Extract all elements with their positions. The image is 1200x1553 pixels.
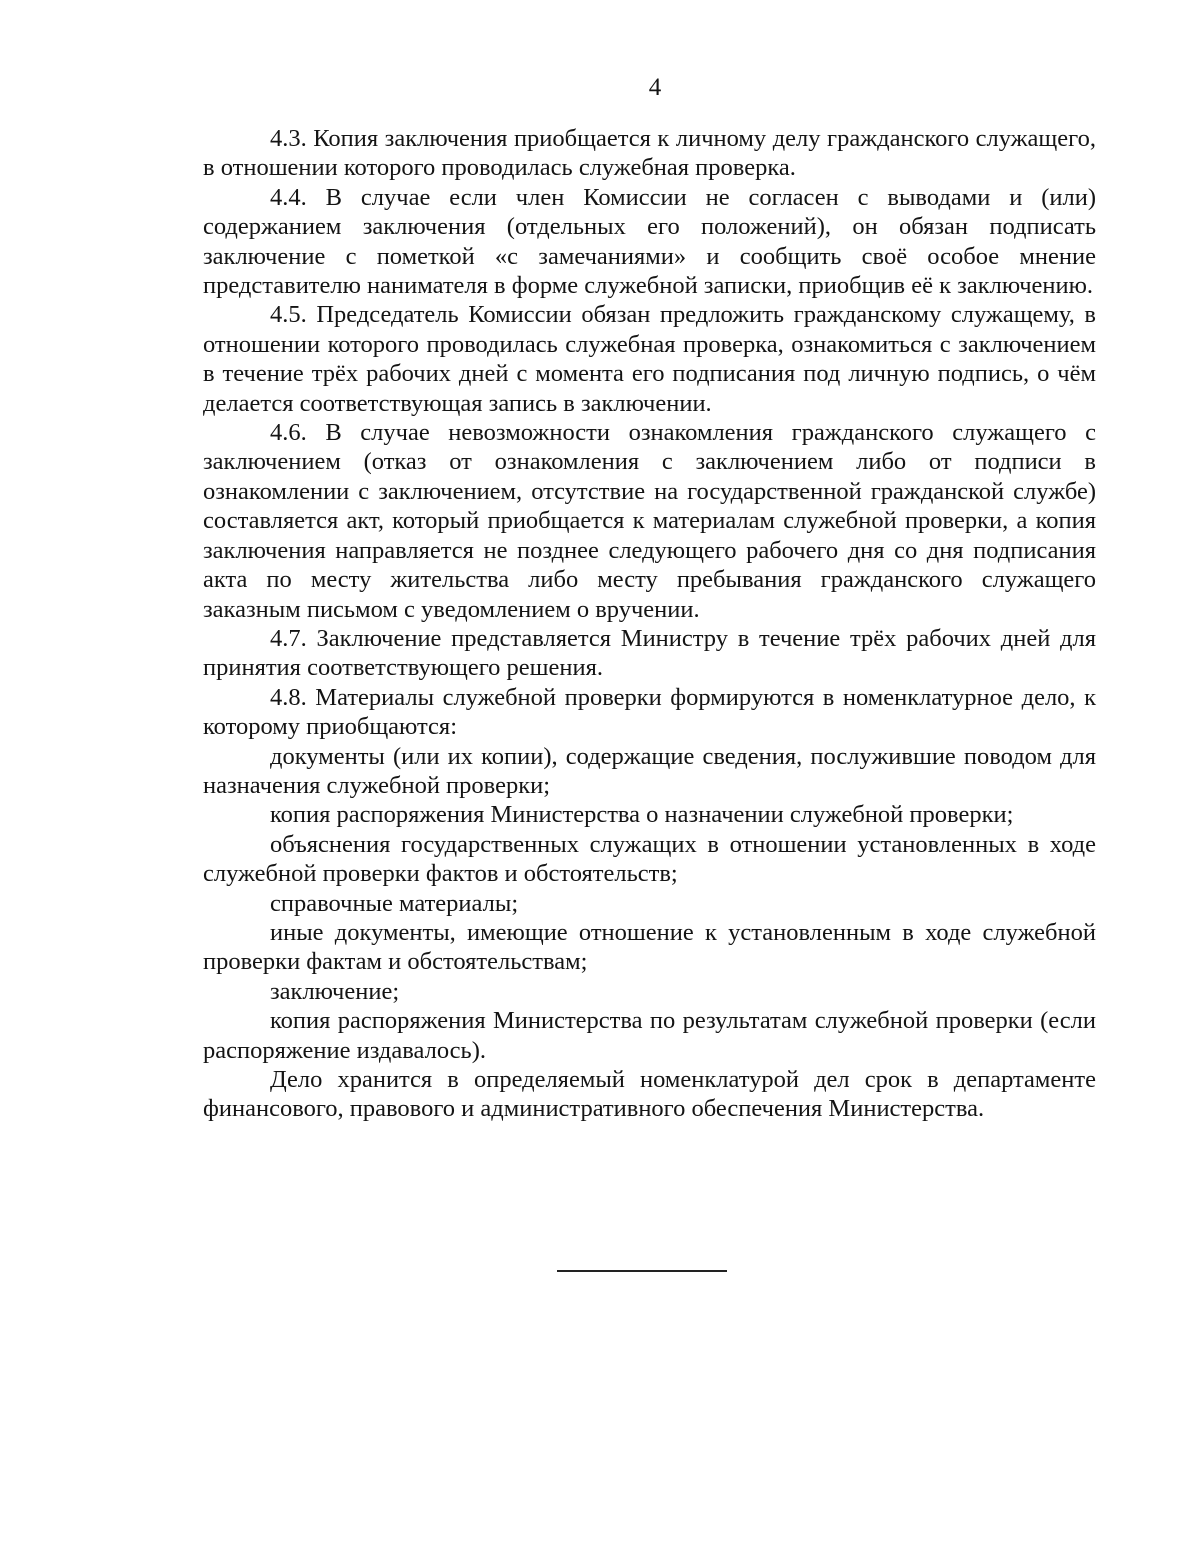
document-body — [203, 124, 1096, 1124]
list-item-reference-materials: справочные материалы; — [270, 889, 519, 917]
end-divider-line — [557, 1270, 727, 1272]
paragraph-4-8: 4.8. Материалы служебной проверки формируются в номенклатурное дело, к которому приобщаются: — [203, 683, 1096, 741]
list-item-conclusion: заключение; — [270, 977, 400, 1005]
list-item-documents: документы (или их копии), содержащие сведения, послужившие поводом для назначения служебной проверки; — [203, 742, 1096, 799]
paragraph-4-6: 4.6. В случае невозможности ознакомления гражданского служащего с заключением (отказ от ознакомления с заключением либо от подписи в ознакомлении с заключением, отсутствие на государственной гражданской службе) составляется акт, который приобщается к материалам служебной проверки, а копия заключения направляется не позднее следующего рабочего дня со дня подписания акта по месту жительства либо месту пребывания гражданского служащего заказным письмом с уведомлением о вручении. — [203, 419, 1096, 623]
list-item-other-documents: иные документы, имеющие отношение к установленным в ходе служебной проверки фактам и обстоятельствам; — [203, 918, 1096, 976]
paragraph-file-storage: Дело хранится в определяемый номенклатурой дел срок в департаменте финансового, правового и административного обеспечения Министерства. — [203, 1066, 1096, 1123]
paragraph-4-3: 4.3. Копия заключения приобщается к личному делу гражданского служащего, в отношении которого проводилась служебная проверка. — [203, 125, 1096, 182]
list-item-order-copy: копия распоряжения Министерства о назначении служебной проверки; — [270, 801, 1014, 829]
list-item-explanations: объяснения государственных служащих в отношении установленных в ходе служебной проверки фактов и обстоятельств; — [203, 830, 1096, 888]
paragraph-4-5: 4.5. Председатель Комиссии обязан предложить гражданскому служащему, в отношении которого проводилась служебная проверка, ознакомиться с заключением в течение трёх рабочих дней с момента его подписания под личную подпись, о чём делается соответствующая запись в заключении. — [203, 301, 1096, 417]
list-item-results-order-copy: копия распоряжения Министерства по результатам служебной проверки (если распоряжение издавалось). — [203, 1007, 1096, 1064]
page-number: 4 — [648, 74, 662, 101]
paragraph-4-7: 4.7. Заключение представляется Министру в течение трёх рабочих дней для принятия соответствующего решения. — [203, 624, 1096, 682]
paragraph-4-4: 4.4. В случае если член Комиссии не согласен с выводами и (или) содержанием заключения (отдельных его положений), он обязан подписать заключение с пометкой «с замечаниями» и сообщить своё особое мнение представителю нанимателя в форме служебной записки, приобщив её к заключению. — [203, 183, 1096, 300]
